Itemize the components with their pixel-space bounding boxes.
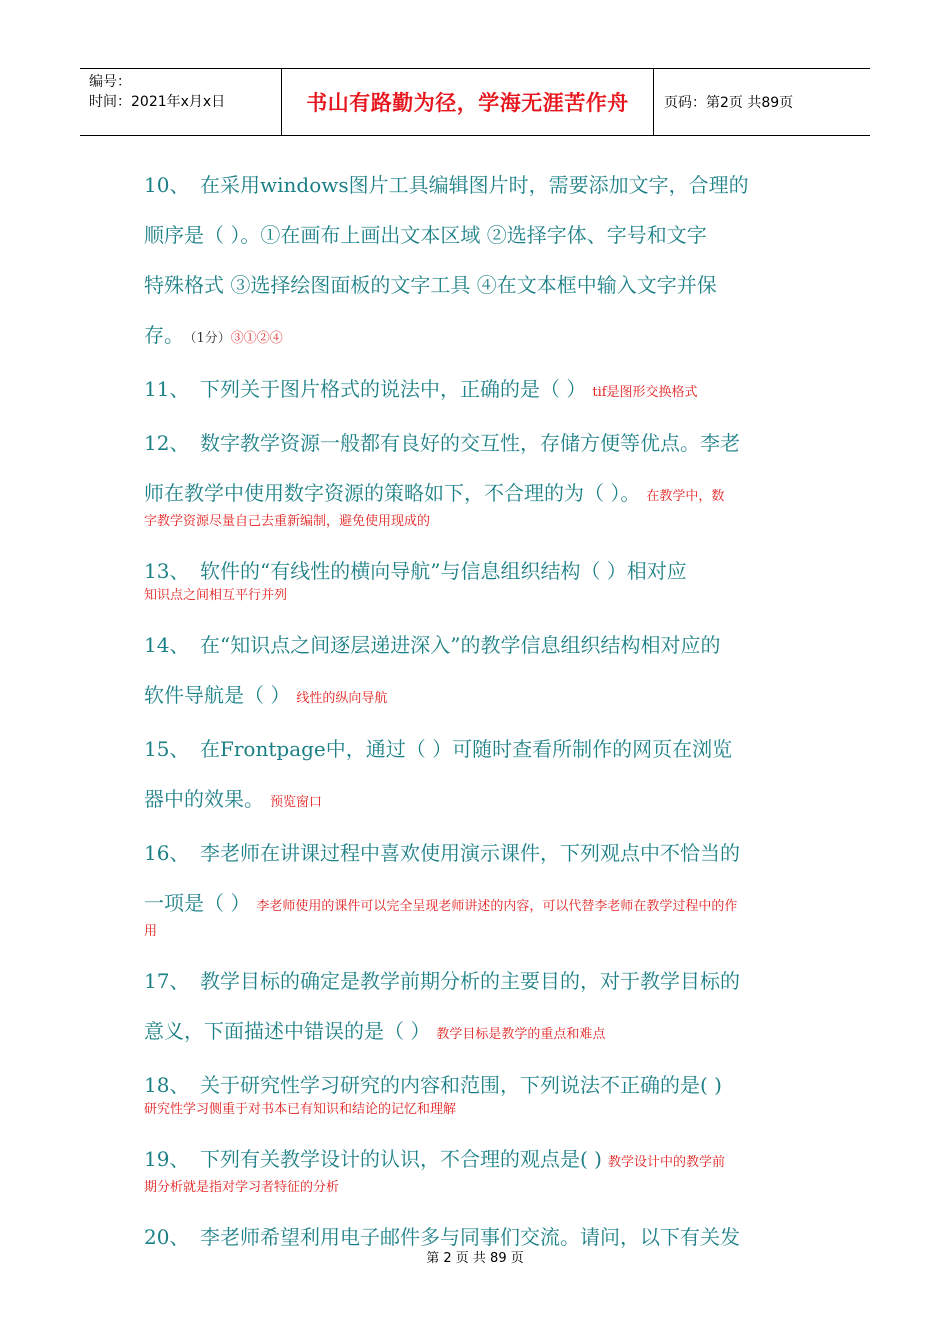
question-text: 数字教学资源一般都有良好的交互性，存储方便等优点。李老 <box>200 431 740 455</box>
question-number: 13、 <box>144 559 190 583</box>
question-text: 软件导航是（ ） <box>144 683 291 707</box>
question-line <box>144 1006 808 1060</box>
question-line <box>144 160 808 210</box>
question-number: 14、 <box>144 633 190 657</box>
question-text: 软件的“有线性的横向导航”与信息组织结构（ ）相对应 <box>200 559 687 583</box>
question-text: 在采用windows图片工具编辑图片时，需要添加文字，合理的 <box>200 173 749 197</box>
question-text: 下列关于图片格式的说法中，正确的是（ ） <box>200 377 587 401</box>
question-line <box>144 418 808 468</box>
answer-text: 线性的纵向导航 <box>296 691 388 706</box>
answer-text: 预览窗口 <box>270 795 323 810</box>
question-text: 在“知识点之间逐层递进深入”的教学信息组织结构相对应的 <box>200 633 721 657</box>
question-number: 17、 <box>144 969 190 993</box>
question-line <box>144 956 808 1006</box>
question-line <box>144 724 808 774</box>
question-line <box>144 878 808 932</box>
question-item <box>144 418 808 532</box>
page-footer: 第 2 页 共 89 页 <box>426 1251 524 1266</box>
question-text: 下列有关教学设计的认识，不合理的观点是( ) <box>200 1147 602 1171</box>
question-number: 16、 <box>144 841 190 865</box>
question-item <box>144 160 808 364</box>
header-left-cell <box>80 69 282 135</box>
question-number: 20、 <box>144 1225 190 1249</box>
question-item <box>144 724 808 828</box>
question-text: 李老师在讲课过程中喜欢使用演示课件，下列观点中不恰当的 <box>200 841 740 865</box>
number-label: 编号： <box>89 74 131 90</box>
question-item <box>144 546 808 606</box>
time-label: 时间：2021年x月x日 <box>89 94 226 110</box>
question-number: 15、 <box>144 737 190 761</box>
question-item <box>144 1134 808 1198</box>
question-text: 顺序是（ ）。①在画布上画出文本区域 ②选择字体、字号和文字 <box>144 223 707 247</box>
question-number: 19、 <box>144 1147 190 1171</box>
question-item <box>144 364 808 418</box>
answer-continuation: 字教学资源尽量自己去重新编制，避免使用现成的 <box>144 514 431 529</box>
question-number: 18、 <box>144 1073 190 1097</box>
question-item <box>144 620 808 724</box>
answer-text: 教学设计中的教学前 <box>607 1155 725 1170</box>
question-item <box>144 1060 808 1120</box>
answer-text: tif是图形交换格式 <box>592 385 698 400</box>
answer-text: 李老师使用的课件可以完全呈现老师讲述的内容，可以代替李老师在教学过程中的作 <box>256 899 738 914</box>
motto: 书山有路勤为径，学海无涯苦作舟 <box>282 69 654 135</box>
question-text: 关于研究性学习研究的内容和范围，下列说法不正确的是( ) <box>200 1073 722 1097</box>
page-label: 页码：第2页 共89页 <box>664 95 794 111</box>
question-text: 李老师希望利用电子邮件多与同事们交流。请问，以下有关发 <box>200 1225 740 1249</box>
question-text: 器中的效果。 <box>144 787 264 811</box>
answer-continuation: 知识点之间相互平行并列 <box>144 588 288 603</box>
answer-continuation: 期分析就是指对学习者特征的分析 <box>144 1180 340 1195</box>
question-text: 师在教学中使用数字资源的策略如下，不合理的为（ ）。 <box>144 481 641 505</box>
question-item <box>144 828 808 942</box>
answer-text: 在教学中，数 <box>646 489 725 504</box>
question-line <box>144 620 808 670</box>
question-line <box>144 670 808 724</box>
question-text: 存。 <box>144 323 184 347</box>
question-text: 意义，下面描述中错误的是（ ） <box>144 1019 431 1043</box>
question-line <box>144 828 808 878</box>
question-number: 12、 <box>144 431 190 455</box>
question-number: 10、 <box>144 173 190 197</box>
header-table <box>80 68 870 136</box>
answer-continuation: 用 <box>144 924 158 939</box>
question-number: 11、 <box>144 377 190 401</box>
answer-text: 教学目标是教学的重点和难点 <box>436 1027 606 1042</box>
question-text: 特殊格式 ③选择绘图面板的文字工具 ④在文本框中输入文字并保 <box>144 273 717 297</box>
question-text: 一项是（ ） <box>144 891 251 915</box>
question-line <box>144 364 808 418</box>
answer-text: ③①②④ <box>230 331 283 346</box>
question-line <box>144 210 808 260</box>
question-line <box>144 310 808 364</box>
question-text: 教学目标的确定是教学前期分析的主要目的，对于教学目标的 <box>200 969 740 993</box>
question-line <box>144 260 808 310</box>
question-text: 在Frontpage中，通过（ ）可随时查看所制作的网页在浏览 <box>200 737 733 761</box>
question-line <box>144 774 808 828</box>
question-list <box>144 160 808 1262</box>
answer-continuation: 研究性学习侧重于对书本已有知识和结论的记忆和理解 <box>144 1102 457 1117</box>
question-points: （1分） <box>190 331 231 346</box>
question-item <box>144 956 808 1060</box>
